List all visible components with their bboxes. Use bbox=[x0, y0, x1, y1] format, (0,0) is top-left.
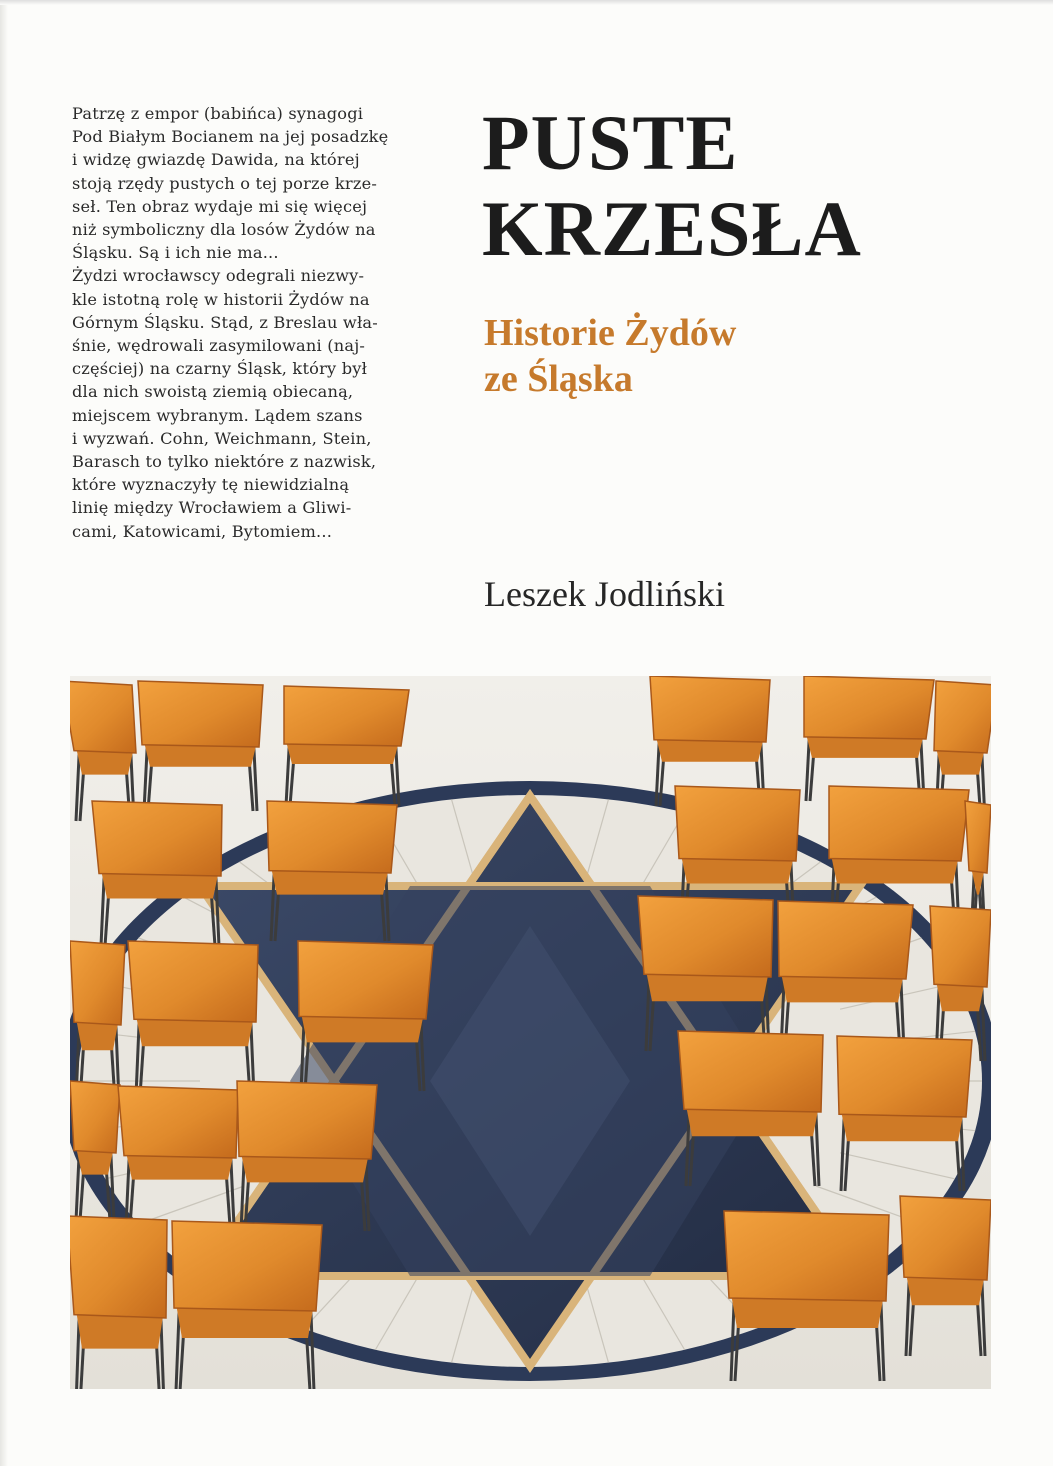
chair-back bbox=[284, 686, 409, 746]
chair-back bbox=[678, 1031, 823, 1112]
chair-back bbox=[829, 786, 969, 861]
chair-back bbox=[965, 801, 991, 873]
cover-top-shadow bbox=[0, 0, 1053, 5]
chair-back bbox=[118, 1086, 238, 1158]
chair-back bbox=[92, 801, 222, 876]
author-name: Leszek Jodliński bbox=[484, 574, 725, 614]
chair-back bbox=[298, 941, 433, 1019]
chair-back bbox=[172, 1221, 322, 1311]
back-blurb-text: Patrzę z empor (babińca) synagogi Pod Białym Bocianem na jej posadzkę i widzę gwiazdę Dawida, na której stoją rzędy pustych o tej porze krze- seł. Ten obraz wydaje mi się więcej niż symboliczny dla losów Żydów na Śląsku. Są i ich nie ma... Żydzi wrocławscy odegrali niezwy- kle istotną rolę w historii Żydów na Górnym Śląsku. Stąd, z Breslau wła- śnie, wędrowali zasymilowani (naj- częściej) na czarny Śląsk, który był dla nich swoistą ziemią obiecaną, miejscem wybranym. Lądem szans i wyzwań. Cohn, Weichmann, Stein, Barasch to tylko niektóre z nazwisk, które wyznaczyły tę niewidzialną linię między Wrocławiem a Gliwi- cami, Katowicami, Bytomiem... bbox=[72, 104, 389, 541]
cover-photo bbox=[70, 676, 991, 1389]
chair-back bbox=[70, 681, 136, 753]
chair-back bbox=[237, 1081, 377, 1159]
chair-back bbox=[70, 1216, 167, 1318]
chair-back bbox=[837, 1036, 972, 1117]
book-title-line-2: KRZESŁA bbox=[482, 185, 862, 272]
book-subtitle-line-1: Historie Żydów bbox=[484, 312, 737, 354]
chair-back bbox=[804, 676, 934, 739]
book-title-line-1: PUSTE bbox=[482, 99, 739, 186]
book-subtitle bbox=[484, 310, 736, 402]
book-title bbox=[482, 100, 862, 272]
chair-back bbox=[650, 676, 770, 742]
chair-back bbox=[934, 681, 991, 753]
chair-back bbox=[900, 1196, 991, 1280]
chair-back bbox=[778, 901, 913, 979]
chair-back bbox=[138, 681, 263, 747]
chair-back bbox=[638, 896, 773, 977]
chair-back bbox=[128, 941, 258, 1022]
chair-back bbox=[70, 941, 125, 1025]
book-subtitle-line-2: ze Śląska bbox=[484, 358, 633, 400]
chair-back bbox=[267, 801, 397, 873]
cover-edge-shadow bbox=[0, 0, 8, 1466]
star-of-david-floor-illustration bbox=[70, 676, 991, 1389]
chair-back bbox=[930, 906, 991, 987]
chair-back bbox=[724, 1211, 889, 1301]
chair-back bbox=[675, 786, 800, 861]
chair-back bbox=[70, 1081, 120, 1153]
